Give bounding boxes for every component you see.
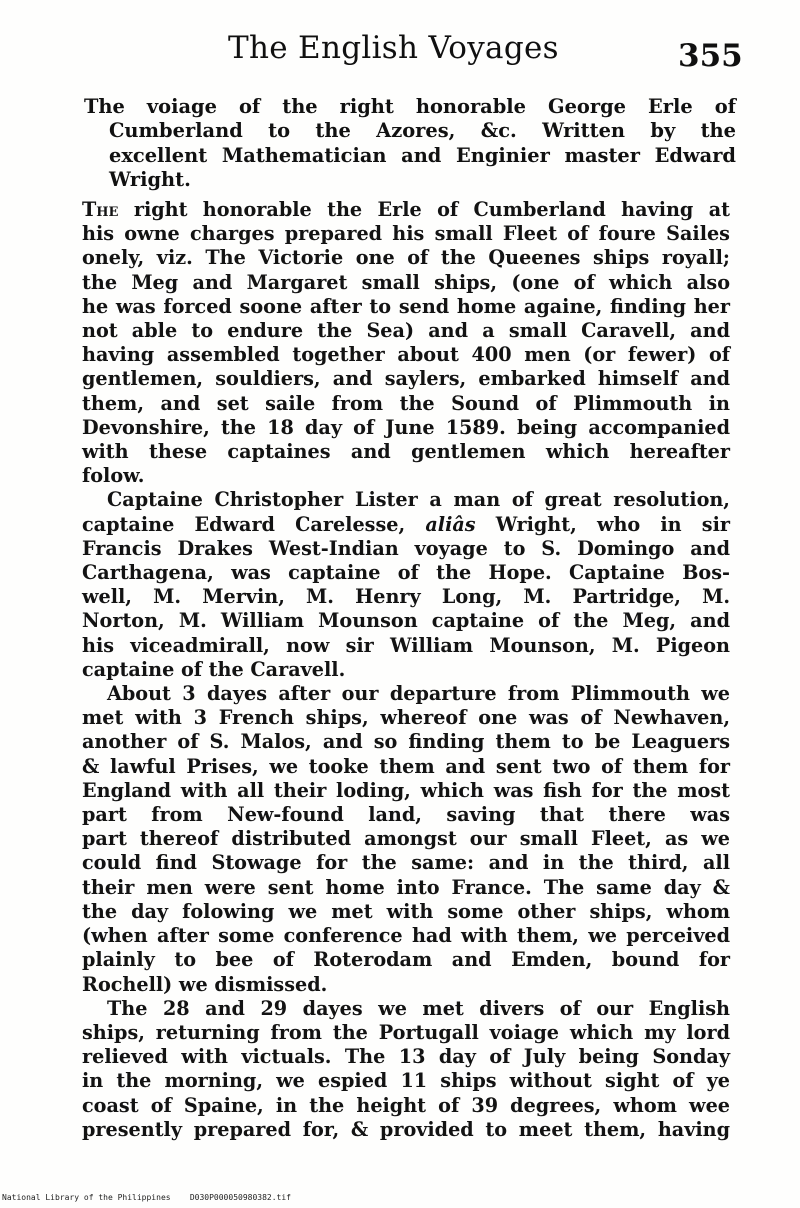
text-line: in the morning, we espied 11 ships without sight of ye: [82, 1069, 730, 1093]
text-line: [82, 513, 730, 537]
text-line: presently prepared for, & provided to meet them, having: [82, 1117, 730, 1141]
text-line: captaine of the Caravell.: [82, 657, 346, 681]
text-run: captaine Edward Carelesse,: [82, 512, 426, 536]
text-line: well, M. Mervin, M. Henry Long, M. Partridge, M.: [82, 585, 730, 609]
text-line: the Meg and Margaret small ships, (one of which also: [82, 270, 730, 294]
text-line: part thereof distributed amongst our small Fleet, as we: [82, 827, 730, 851]
text-line: met with 3 French ships, whereof one was of Newhaven,: [82, 706, 730, 730]
text-line: part from New-found land, saving that there was: [82, 803, 730, 827]
heading-line: excellent Mathematician and Enginier master Edward: [109, 143, 736, 167]
heading-line: Cumberland to the Azores, &c. Written by the: [109, 119, 736, 143]
italic-word: aliâs: [425, 512, 476, 536]
heading-line: Wright.: [109, 168, 191, 192]
paragraph-2: [82, 488, 730, 682]
text-line: [82, 198, 730, 222]
text-line: coast of Spaine, in the height of 39 degrees, whom wee: [82, 1093, 730, 1117]
text-line: Norton, M. William Mounson captaine of the Meg, and: [82, 609, 730, 633]
text-line: his owne charges prepared his small Fleet of foure Sailes: [82, 222, 730, 246]
text-line: them, and set saile from the Sound of Plimmouth in: [82, 391, 730, 415]
text-line: another of S. Malos, and so finding them to be Leaguers: [82, 730, 730, 754]
text-line: onely, viz. The Victorie one of the Queenes ships royall;: [82, 246, 730, 270]
text-line: & lawful Prises, we tooke them and sent two of them for: [82, 754, 730, 778]
text-line: with these captaines and gentlemen which hereafter: [82, 440, 730, 464]
text-line: ships, returning from the Portugall voiage which my lord: [82, 1020, 730, 1044]
text-line: Carthagena, was captaine of the Hope. Captaine Bos-: [82, 561, 730, 585]
text-line: not able to endure the Sea) and a small Caravell, and: [82, 319, 730, 343]
text-line: having assembled together about 400 men (or fewer) of: [82, 343, 730, 367]
text-line: their men were sent home into France. The same day &: [82, 875, 730, 899]
text-line: Devonshire, the 18 day of June 1589. being accompanied: [82, 415, 730, 439]
text-line: England with all their loding, which was fish for the most: [82, 778, 730, 802]
running-title: The English Voyages: [228, 30, 559, 66]
text-line: gentlemen, souldiers, and saylers, embarked himself and: [82, 367, 730, 391]
text-line: he was forced soone after to send home againe, finding her: [82, 294, 730, 318]
text-line: his viceadmirall, now sir William Mounson, M. Pigeon: [82, 633, 730, 657]
text-line: Rochell) we dismissed.: [82, 972, 328, 996]
text-line: could find Stowage for the same: and in the third, all: [82, 851, 730, 875]
text-line: Captaine Christopher Lister a man of great resolution,: [107, 488, 730, 512]
chapter-heading: [84, 95, 736, 193]
text-line: (when after some conference had with them, we perceived: [82, 924, 730, 948]
text-line: folow.: [82, 464, 145, 488]
paragraph-1: [82, 198, 730, 488]
paragraph-4: [82, 997, 730, 1142]
text-line: plainly to bee of Roterodam and Emden, bound for: [82, 948, 730, 972]
text-run: Wright, who in sir: [475, 512, 731, 536]
body-text: [82, 198, 730, 1142]
text-line: Francis Drakes West-Indian voyage to S. Domingo and: [82, 536, 730, 560]
page-number: 355: [678, 38, 743, 74]
opening-word: The: [82, 198, 119, 221]
text-line: the day folowing we met with some other ships, whom: [82, 899, 730, 923]
scan-footer-label: National Library of the Philippines D030P000050980382.tif: [2, 1193, 291, 1202]
paragraph-3: [82, 682, 730, 997]
text-run: right honorable the Erle of Cumberland having at: [118, 198, 730, 221]
heading-line: The voiage of the right honorable George Erle of: [84, 95, 736, 118]
text-line: The 28 and 29 dayes we met divers of our English: [107, 996, 730, 1020]
text-line: relieved with victuals. The 13 day of July being Sonday: [82, 1045, 730, 1069]
text-line: About 3 dayes after our departure from Plimmouth we: [107, 682, 730, 706]
